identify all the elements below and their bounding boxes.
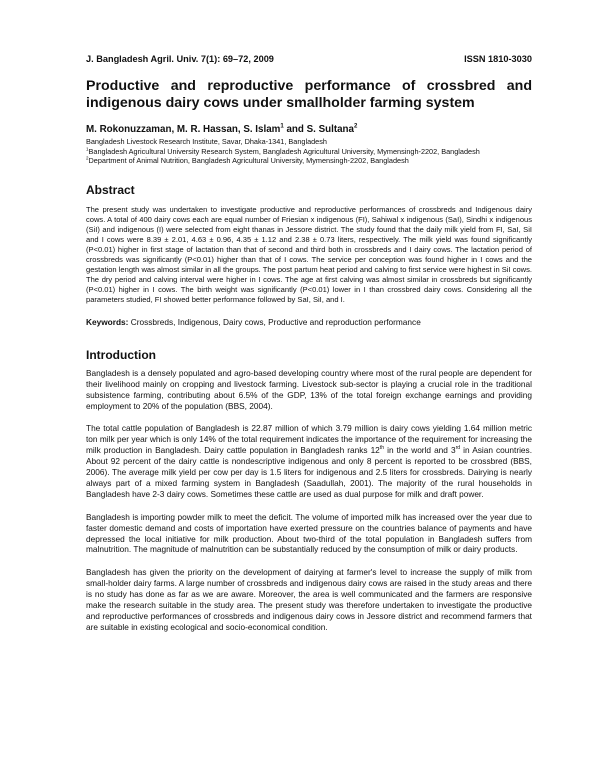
ordinal-th: th bbox=[379, 445, 385, 452]
affiliation-2 bbox=[86, 156, 532, 166]
affiliations bbox=[86, 137, 532, 166]
intro-p2-part-b: in the world and 3 bbox=[384, 445, 456, 456]
affiliation-1-text: Bangladesh Agricultural University Research System, Bangladesh Agricultural University, Mymensingh-2202, Bangladesh bbox=[88, 146, 480, 156]
affiliation-2-marker: 2 bbox=[86, 155, 89, 161]
intro-p2-part-a: The total cattle population of Bangladesh is 22.87 million of which 3.79 million is dairy cows yielding 1.64 million metric ton milk per year which is only 14% of the total requirement indicates the importance of the requirement for increasing the milk production in Bangladesh. Dairy cattle population in Bangladesh ranks 12 bbox=[86, 423, 532, 456]
journal-citation: J. Bangladesh Agril. Univ. 7(1): 69–72, 2009 bbox=[86, 54, 274, 64]
authors-part-1: M. Rokonuzzaman, M. R. Hassan, S. Islam bbox=[86, 124, 281, 135]
running-header bbox=[86, 54, 532, 64]
keywords-label: Keywords: bbox=[86, 316, 129, 327]
intro-p2-part-c: in Asian countries. About 92 percent of the dairy cattle is nondescriptive indigenous and only 8 percent is reported to be crossbred (BBS, 2006). The average milk yield per cow per day is 1.5 liters for indigenous and 2.5 liters for crossbreds. Dairying is nearly always part of a mixed farming system in Bangladesh (Saadullah, 2001). The majority of the rural households in Bangladesh have 2-3 dairy cows. Sometimes these cattle are used as dual purpose for milk and draft power. bbox=[86, 445, 532, 499]
ordinal-rd: rd bbox=[455, 445, 461, 452]
issn: ISSN 1810-3030 bbox=[464, 54, 532, 64]
intro-paragraph-1: Bangladesh is a densely populated and agro-based developing country where most of the rural people are dependent for their livelihood mainly on cropping and livestock farming. Livestock sub-sector is playing a crucial role in the traditional subsistence farming, contributing about 6.5% of the GDP, 13% of the total foreign exchange earnings and providing employment to 20% of the population (BBS, 2004). bbox=[86, 367, 532, 411]
intro-paragraph-4: Bangladesh has given the priority on the development of dairying at farmer's level to increase the supply of milk from small-holder dairy farms. A large number of crossbreds and indigenous dairy cows are raised in the study areas and there is no study has done as far as we are aware. Moreover, the area is well communicated and the farmers are responsive make the research suitable in the study area. The present study was therefore undertaken to investigate the productive and reproductive performances of crossbreds and indigenous dairy cows in Jessore district and recommend farmers that are suitable in existing ecological and socio-economical condition. bbox=[86, 567, 532, 632]
keywords-text: Crossbreds, Indigenous, Dairy cows, Productive and reproduction performance bbox=[128, 316, 421, 327]
introduction-heading: Introduction bbox=[86, 347, 156, 362]
affiliation-1-marker: 1 bbox=[86, 146, 89, 152]
author-sup-2: 2 bbox=[353, 123, 358, 130]
abstract-heading: Abstract bbox=[86, 182, 135, 197]
abstract-text: The present study was undertaken to investigate productive and reproductive performances of crossbreds and Indigenous dairy cows. A total of 400 dairy cows each are equal number of Friesian x indigenous (FI), Sahiwal x indigenous (SaI), Sindhi x indigenous (SiI) and indigenous (I) were selected from eight thanas in Jessore district. The study found that the daily milk yield from FI, SaI, SiI and I cows were 8.39 ± 2.01, 4.63 ± 0.96, 4.35 ± 1.12 and 2.38 ± 0.73 liters, respectively. The milk yield was found significantly (P<0.01) higher in first stage of lactation than that of second and third both in crossbreds and I dairy cows. The lactation period of crossbreds was significantly (P<0.01) higher than that of I cows. The service per conception was found higher in I cows and the gestation length was almost similar in all the groups. The post partum heat period and calving to first service were highest in SiI cows. The dry period and calving interval were higher in I cows. The age at first calving was almost similar in crossbreds but significantly (P<0.01) higher in I cows. The birth weight was significantly (P<0.01) lower in I than crossbred dairy cows. Considering all the parameters studied, FI showed better performance followed by SaI, SiI, and I. bbox=[86, 204, 532, 304]
article-page bbox=[86, 54, 532, 645]
intro-paragraph-2 bbox=[86, 423, 532, 499]
article-title bbox=[86, 78, 532, 112]
keywords bbox=[86, 317, 532, 327]
author-list bbox=[86, 124, 532, 135]
affiliation-2-text: Department of Animal Nutrition, Bangladesh Agricultural University, Mymensingh-2202, Bangladesh bbox=[88, 156, 409, 166]
intro-paragraph-3: Bangladesh is importing powder milk to meet the deficit. The volume of imported milk has increased over the year due to faster domestic demand and costs of importation have exerted pressure on the countries balance of payments and have depressed the local initiative for milk production. About two-third of the total population in Bangladesh suffers from malnutrition. The magnitude of malnutrition can be substantially reduced by the consumption of milk or dairy products. bbox=[86, 511, 532, 555]
authors-part-2: and S. Sultana bbox=[283, 124, 354, 135]
title-line-2: indigenous dairy cows under smallholder farming system bbox=[86, 95, 475, 111]
affiliation-main: Bangladesh Livestock Research Institute, Savar, Dhaka-1341, Bangladesh bbox=[86, 137, 327, 146]
title-line-1: Productive and reproductive performance of crossbred and bbox=[86, 78, 532, 94]
affiliation-1 bbox=[86, 147, 532, 157]
author-sup-1: 1 bbox=[280, 123, 284, 130]
